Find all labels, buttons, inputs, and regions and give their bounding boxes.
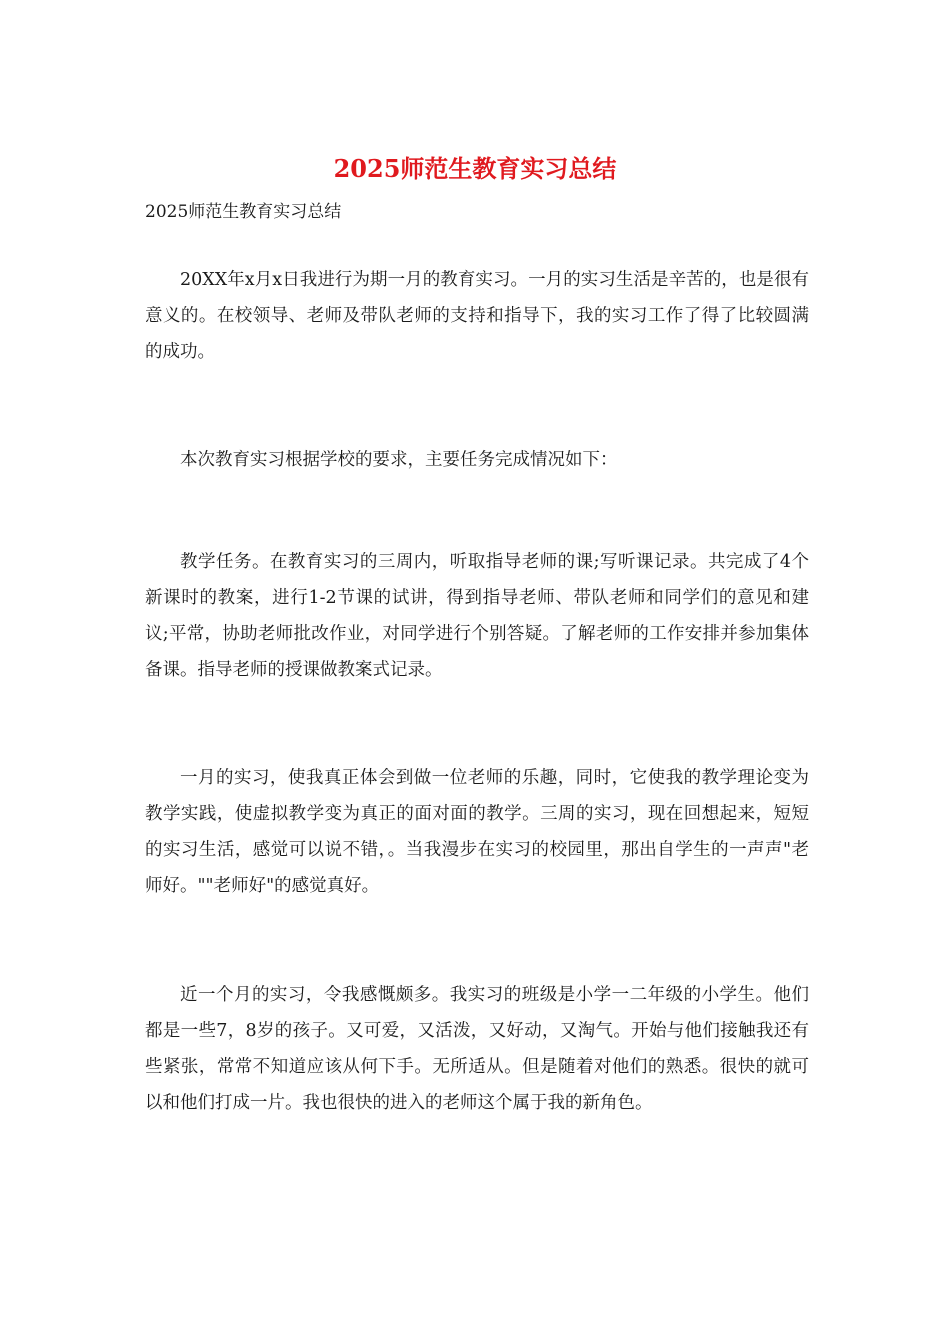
paragraph-reflection: 一月的实习，使我真正体会到做一位老师的乐趣，同时，它使我的教学理论变为教学实践，使虚拟教学变为真正的面对面的教学。三周的实习，现在回想起来，短短的实习生活，感觉可以说不错，。当我漫步在实习的校园里，那出自学生的一声声"老师好。""老师好"的感觉真好。	[145, 768, 809, 896]
document-subtitle: 2025师范生教育实习总结	[145, 202, 342, 222]
document-title: 2025师范生教育实习总结	[333, 154, 617, 183]
paragraph-teaching-tasks: 教学任务。在教育实习的三周内，听取指导老师的课;写听课记录。共完成了4个新课时的教案，进行1-2节课的试讲，得到指导老师、带队老师和同学们的意见和建议;平常，协助老师批改作业，对同学进行个别答疑。了解老师的工作安排并参加集体备课。指导老师的授课做教案式记录。	[145, 552, 809, 680]
paragraph-tasks-overview: 本次教育实习根据学校的要求，主要任务完成情况如下：	[180, 450, 618, 470]
paragraph-intro: 20XX年x月x日我进行为期一月的教育实习。一月的实习生活是辛苦的，也是很有意义的。在校领导、老师及带队老师的支持和指导下，我的实习工作了得了比较圆满的成功。	[145, 270, 809, 362]
paragraph-class-experience: 近一个月的实习，令我感慨颇多。我实习的班级是小学一二年级的小学生。他们都是一些7，8岁的孩子。又可爱，又活泼，又好动，又淘气。开始与他们接触我还有些紧张，常常不知道应该从何下手。无所适从。但是随着对他们的熟悉。很快的就可以和他们打成一片。我也很快的进入的老师这个属于我的新角色。	[145, 985, 809, 1113]
